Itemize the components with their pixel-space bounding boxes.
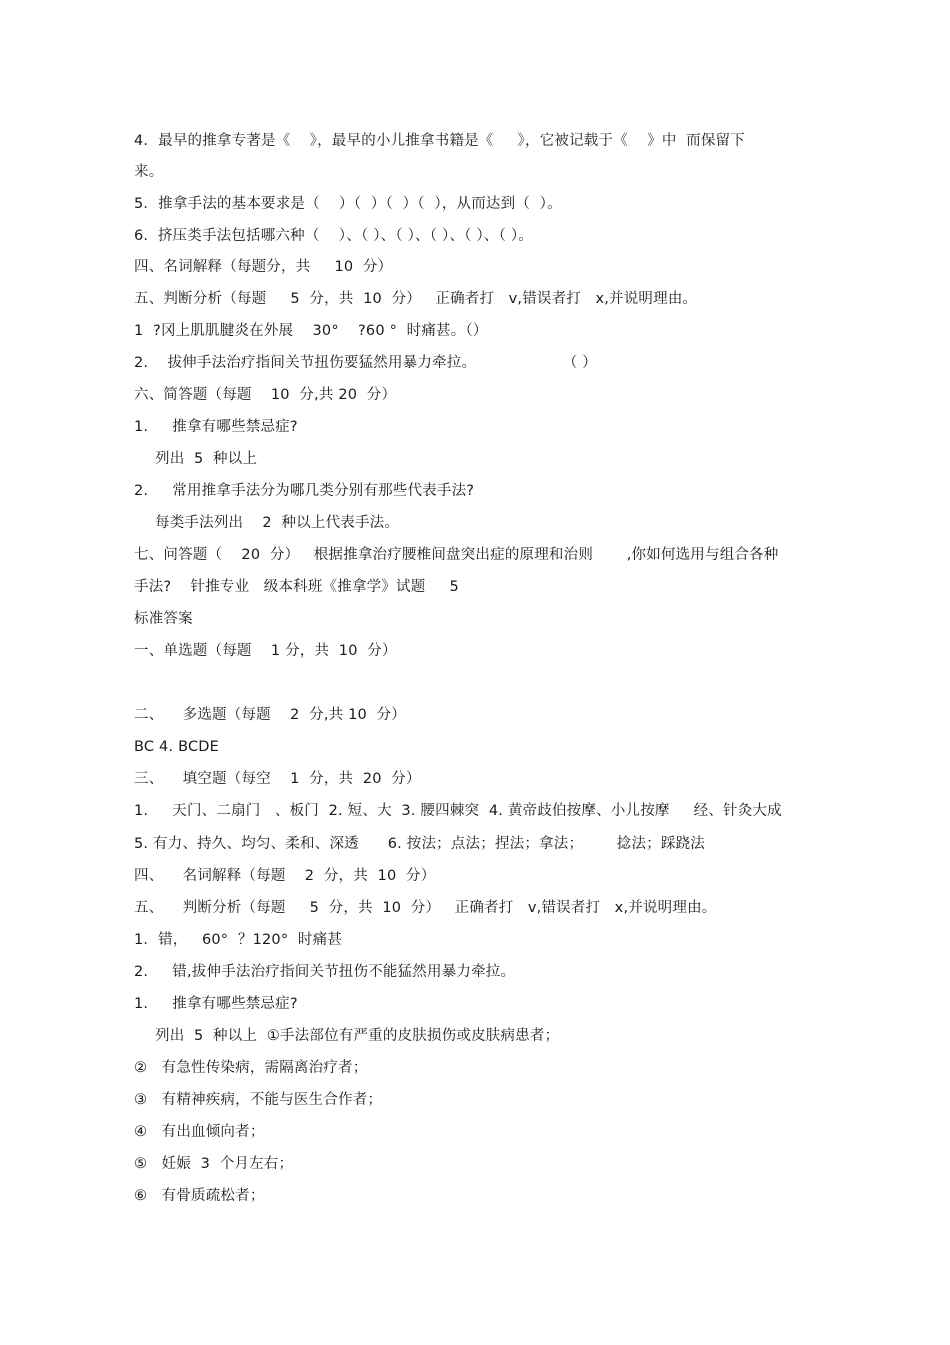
text-line-judgement-1: 1 ?冈上肌肌腱炎在外展 30° ?60 ° 时痛甚。（） — [134, 323, 488, 339]
section-heading-essay: 七、问答题（ 20 分） 根据推拿治疗腰椎间盘突出症的原理和治则 ,你如何选用与组合各种 — [134, 547, 779, 563]
text-line-q6-fill: 6. 挤压类手法包括哪六种（ ）、（ ）、（ ）、（ ）、（ ）、（ ）。 — [134, 228, 533, 244]
answer-line-contra-1: 列出 5 种以上 ①手法部位有严重的皮肤损伤或皮肤病患者； — [155, 1028, 560, 1044]
answer-line-contra-2: ② 有急性传染病，需隔离治疗者； — [134, 1060, 368, 1076]
text-line-judgement-2: 2. 拔伸手法治疗指间关节扭伤要猛然用暴力牵拉。 （ ） — [134, 355, 597, 371]
answer-heading-judgement: 五、 判断分析（每题 5 分，共 10 分） 正确者打 v,错误者打 x,并说明理由。 — [134, 900, 717, 916]
answer-line-multi-choice: BC 4. BCDE — [134, 739, 220, 755]
answer-line-contra-5: ⑤ 妊娠 3 个月左右； — [134, 1156, 294, 1172]
text-line-short-1-note: 列出 5 种以上 — [155, 451, 258, 467]
section-heading-short-answer: 六、简答题（每题 10 分,共 20 分） — [134, 387, 397, 403]
answer-line-fill-1: 1. 天门、二扇门 、板门 2. 短、大 3. 腰四棘突 4. 黄帝歧伯按摩、小儿按摩 经、针灸大成 — [134, 803, 782, 819]
section-heading-terms: 四、名词解释（每题分，共 10 分） — [134, 259, 393, 275]
text-line-q4-cont: 来。 — [134, 164, 164, 180]
answer-heading-fill: 三、 填空题（每空 1 分，共 20 分） — [134, 771, 421, 787]
answer-line-contra-3: ③ 有精神疾病，不能与医生合作者； — [134, 1092, 383, 1108]
answer-heading-terms: 四、 名词解释（每题 2 分，共 10 分） — [134, 868, 436, 884]
text-line-essay-cont: 手法? 针推专业 级本科班《推拿学》试题 5 — [134, 579, 459, 595]
text-line-short-1: 1. 推拿有哪些禁忌症? — [134, 419, 298, 435]
answer-line-judgement-1: 1．错， 60° ？120° 时痛甚 — [134, 932, 343, 948]
text-line-short-2: 2. 常用推拿手法分为哪几类分别有那些代表手法? — [134, 483, 475, 499]
answer-line-contra-6: ⑥ 有骨质疏松者； — [134, 1188, 265, 1204]
answer-line-contra-4: ④ 有出血倾向者； — [134, 1124, 265, 1140]
text-line-q4-fill: 4．最早的推拿专著是《 》，最早的小儿推拿书籍是《 》，它被记载于《 》中 而保留下 — [134, 133, 745, 149]
answer-heading-single-choice: 一、单选题（每题 1 分，共 10 分） — [134, 643, 397, 659]
answer-line-short-1: 1. 推拿有哪些禁忌症? — [134, 996, 298, 1012]
answer-key-heading: 标准答案 — [134, 611, 193, 627]
section-heading-judgement: 五、判断分析（每题 5 分，共 10 分） 正确者打 v,错误者打 x,并说明理由。 — [134, 291, 698, 307]
answer-line-fill-2: 5. 有力、持久、均匀、柔和、深透 6. 按法；点法；捏法；拿法； 捻法；踩跷法 — [134, 836, 706, 852]
text-line-q5-fill: 5．推拿手法的基本要求是（ ）（ ）（ ）（ ），从而达到（ ）。 — [134, 196, 562, 212]
answer-line-judgement-2: 2. 错,拔伸手法治疗指间关节扭伤不能猛然用暴力牵拉。 — [134, 964, 516, 980]
text-line-short-2-note: 每类手法列出 2 种以上代表手法。 — [155, 515, 400, 531]
answer-heading-multi-choice: 二、 多选题（每题 2 分,共 10 分） — [134, 707, 407, 723]
